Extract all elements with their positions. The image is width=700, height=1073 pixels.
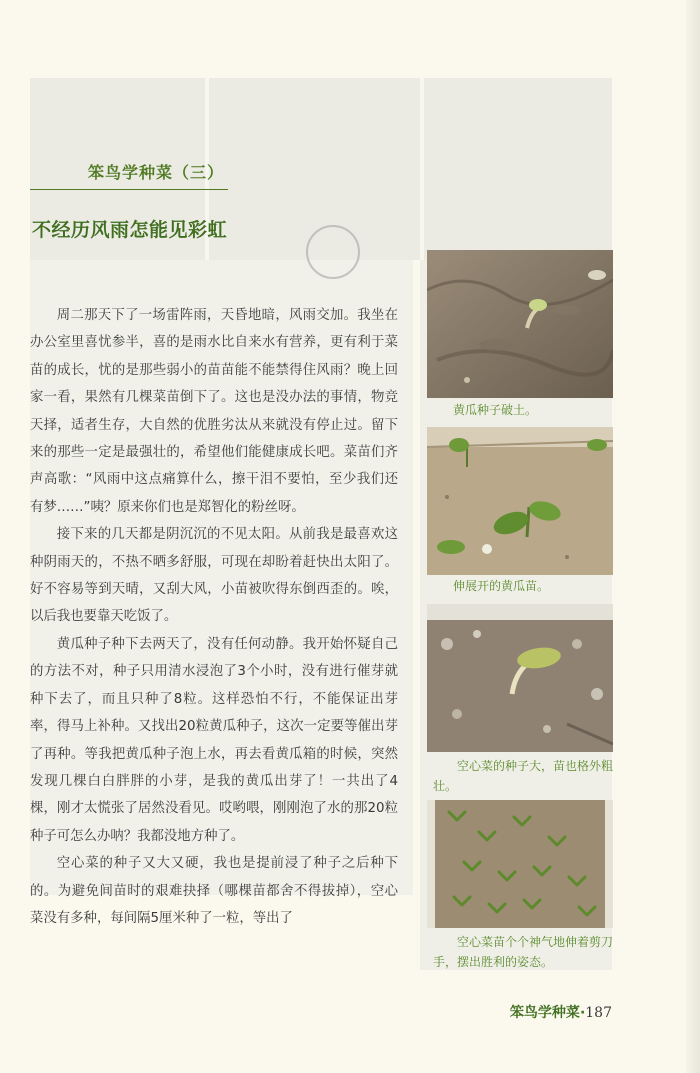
photo-caption: 黄瓜种子破土。 xyxy=(453,403,538,417)
paragraph: 黄瓜种子种下去两天了，没有任何动静。我开始怀疑自己的方法不对，种子只用清水浸泡了3个小时，没有进行催芽就种下去了，而且只种了8粒。这样恐怕不行，不能保证出芽率，得马上补种。又找出20粒黄瓜种子，这次一定要等催出芽了再种。等我把黄瓜种子泡上水，再去看黄瓜箱的时候，突然发现几棵白白胖胖的小芽，是我的黄瓜出芽了！一共出了4棵，刚才太慌张了居然没看见。哎哟喂，刚刚泡了水的那20粒种子可怎么办呐？我都没地方种了。 xyxy=(30,636,398,844)
watermark-logo-icon xyxy=(306,225,360,279)
page-spine-shadow xyxy=(686,0,700,1073)
photo-cucumber-seedling xyxy=(427,427,613,575)
article-body xyxy=(30,302,398,932)
cucumber-seedling-icon xyxy=(427,427,613,575)
band-divider xyxy=(420,78,424,260)
page-number: 187 xyxy=(585,1005,612,1021)
footer-section: 笨鸟学种菜 xyxy=(509,1005,580,1021)
water-spinach-sprout-icon xyxy=(427,604,613,752)
paragraph: 空心菜的种子又大又硬，我也是提前浸了种子之后种下的。为避免间苗时的艰难抉择（哪棵苗都舍不得拔掉），空心菜没有多种，每间隔5厘米种了一粒，等出了 xyxy=(30,856,398,926)
series-title: 笨鸟学种菜（三） xyxy=(88,163,225,182)
water-spinach-seedlings-icon xyxy=(427,800,613,928)
article-headline: 不经历风雨怎能见彩虹 xyxy=(32,219,228,241)
photo-caption: 空心菜苗个个神气地伸着剪刀手，摆出胜利的姿态。 xyxy=(433,935,614,969)
cucumber-seed-sprouting-icon xyxy=(427,250,613,398)
title-rule xyxy=(30,189,228,190)
photo-water-spinach-sprout xyxy=(427,604,613,752)
paragraph: 接下来的几天都是阴沉沉的不见太阳。从前我是最喜欢这种阴雨天的，不热不晒多舒服，可现在却盼着赶快出太阳了。好不容易等到天晴，又刮大风，小苗被吹得东倒西歪的。唉，以后我也要靠天吃饭了。 xyxy=(30,527,398,625)
photo-cucumber-sprouting xyxy=(427,250,613,398)
photo-caption: 空心菜的种子大，苗也格外粗壮。 xyxy=(433,759,614,793)
photo-water-spinach-seedlings xyxy=(427,800,613,928)
photo-caption: 伸展开的黄瓜苗。 xyxy=(453,579,550,593)
paragraph: 周二那天下了一场雷阵雨，天昏地暗，风雨交加。我坐在办公室里喜忧参半，喜的是雨水比自来水有营养，更有利于菜苗的成长，忧的是那些弱小的苗苗能不能禁得住风雨？晚上回家一看，果然有几棵菜苗倒下了。这也是没办法的事情，物竞天择，适者生存，大自然的优胜劣汰从来就没有停止过。留下来的那些一定是最强壮的，希望他们能健康成长吧。菜苗们齐声高歌：“风雨中这点痛算什么，擦干泪不要怕，至少我们还有梦……”咦？原来你们也是郑智化的粉丝呀。 xyxy=(30,308,398,515)
footer-separator: · xyxy=(579,1005,586,1021)
page-footer xyxy=(510,1002,612,1022)
